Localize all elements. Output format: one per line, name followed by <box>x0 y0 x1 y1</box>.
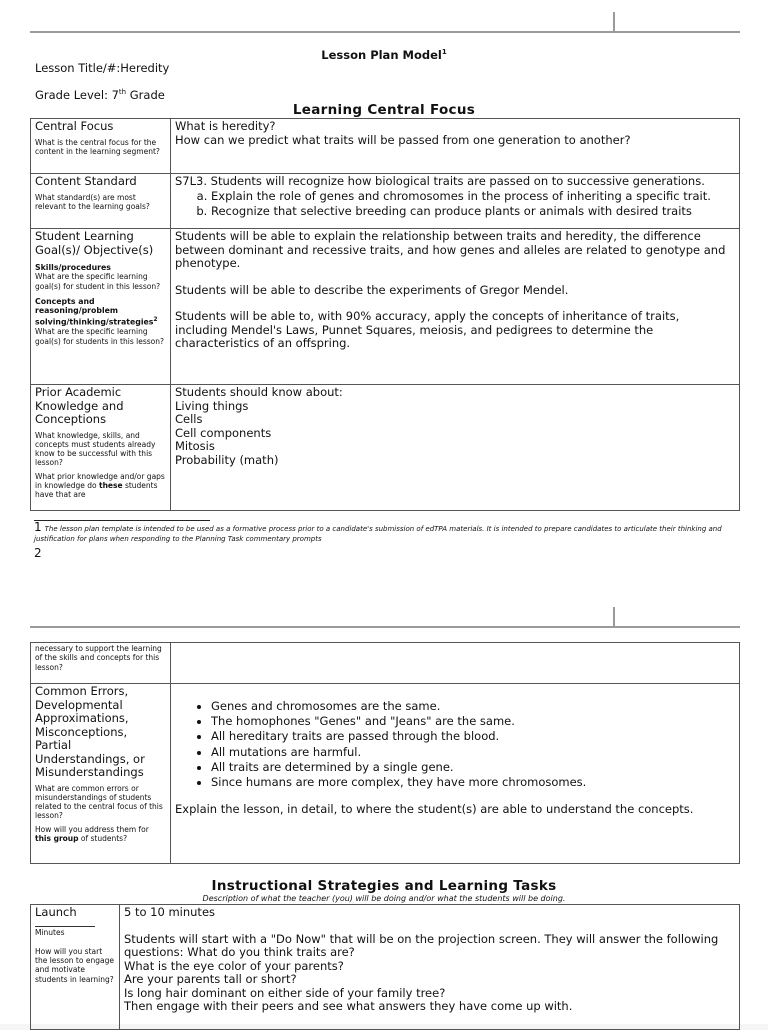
content-line: How can we predict what traits will be passed from one generation to another? <box>175 132 631 147</box>
row-prior-knowledge <box>31 385 740 511</box>
section-title-learning-central-focus: Learning Central Focus <box>292 102 476 118</box>
content-line: Students should know about: <box>175 385 343 399</box>
label-cell <box>31 174 171 229</box>
row-launch <box>31 905 740 1030</box>
row-label: Launch <box>35 905 77 919</box>
row-label: Content Standard <box>35 174 137 188</box>
content-line: What is heredity? <box>175 119 276 133</box>
label-cell <box>31 385 171 511</box>
goal-paragraph: Students will be able to, with 90% accuracy, apply the concepts of inheritance of traits, including Mendel's Laws, Punnet Squares, meiosis, and pedigrees to determine the characteristics of an offspring. <box>175 309 680 350</box>
row-sublabel: What are the specific learning goal(s) for students in this lesson? <box>35 327 164 346</box>
skills-heading: Skills/procedures <box>35 263 111 272</box>
list-item: Cell components <box>175 425 272 440</box>
content-cell <box>171 643 740 684</box>
content-cell <box>171 229 740 385</box>
content-cell <box>171 119 740 174</box>
row-content-standard <box>31 174 740 229</box>
footnote-1: 1 The lesson plan template is intended to be used as a formative process prior to a candidate's submission of edTPA materials. It is intended to prepare candidates to articulate their thinking and justification for plans when responding to the Planning Task commentary prompts <box>34 520 722 543</box>
label-cell <box>31 643 171 684</box>
row-sublabel: What knowledge, skills, and concepts must students already know to be successful with this lesson? <box>35 430 156 468</box>
content-line: Explain the lesson, in detail, to where the student(s) are able to understand the concepts. <box>175 802 694 817</box>
list-item: • All hereditary traits are passed through the blood. <box>211 729 735 744</box>
launch-time: 5 to 10 minutes <box>124 905 216 919</box>
header-tick <box>613 12 615 32</box>
learning-focus-table <box>30 118 740 511</box>
row-sublabel: What standard(s) are most relevant to the learning goals? <box>35 192 150 211</box>
label-cell <box>31 229 171 385</box>
lesson-title: Lesson Title/#:Heredity <box>35 61 170 75</box>
row-sublabel: What is the central focus for the content in the learning segment? <box>35 137 160 156</box>
row-label: Central Focus <box>35 119 114 133</box>
footnote-2: 2 <box>34 546 42 560</box>
list-item: • Since humans are more complex, they have more chromosomes. <box>211 775 735 790</box>
list-item: • All mutations are harmful. <box>211 745 735 760</box>
minutes-blank <box>35 926 95 927</box>
goal-paragraph: Students will be able to explain the relationship between traits and heredity, the difference between dominant and recessive traits, and how genes and alleles are related to genotype and phenotype. <box>175 229 726 270</box>
row-prior-knowledge-continued <box>31 643 740 684</box>
concepts-heading: Concepts and reasoning/problem solving/thinking/strategies$^2$ <box>35 296 158 328</box>
section-title-instructional-strategies: Instructional Strategies and Learning Tasks <box>211 878 557 894</box>
row-sublabel: What prior knowledge and/or gaps in knowledge do these students have that are <box>35 471 165 500</box>
content-cell <box>171 385 740 511</box>
label-cell <box>31 905 120 1030</box>
content-cell <box>171 174 740 229</box>
row-sublabel: What are common errors or misunderstandings of students related to the central focus of this lesson? <box>35 783 163 821</box>
content-line: Students will start with a "Do Now" that will be on the projection screen. They will answer the following questions: What do you think traits are? <box>124 931 719 959</box>
list-item: • The homophones "Genes" and "Jeans" are the same. <box>211 714 735 729</box>
header-tick <box>613 607 615 627</box>
list-item: • Genes and chromosomes are the same. <box>211 699 735 714</box>
document-page-2 <box>0 600 768 1024</box>
row-common-errors <box>31 684 740 864</box>
row-sublabel: necessary to support the learning of the skills and concepts for this lesson? <box>35 644 162 672</box>
header-rule <box>30 31 740 33</box>
standard-list <box>175 189 735 219</box>
header-rule <box>30 626 740 628</box>
content-line: Are your parents tall or short? <box>124 972 297 986</box>
grade-level: Grade Level: 7th Grade <box>35 88 165 102</box>
row-sublabel: How will you address them for this group of students? <box>35 824 149 843</box>
row-sublabel: How will you start the lesson to engage and motivate students in learning? <box>35 946 114 984</box>
list-item: • All traits are determined by a single gene. <box>211 760 735 775</box>
list-item: Cells <box>175 412 203 426</box>
row-label: Student Learning Goal(s)/ Objective(s) <box>35 229 154 257</box>
row-central-focus <box>31 119 740 174</box>
list-item: b. Recognize that selective breeding can produce plants or animals with desired traits <box>211 204 735 219</box>
goal-paragraph: Students will be able to describe the experiments of Gregor Mendel. <box>175 282 569 297</box>
instructional-table <box>30 904 740 1030</box>
misconceptions-table <box>30 642 740 864</box>
content-line: What is the eye color of your parents? <box>124 958 344 973</box>
content-cell <box>171 684 740 864</box>
misconception-list <box>175 699 735 790</box>
row-learning-goals <box>31 229 740 385</box>
list-item: Probability (math) <box>175 452 279 467</box>
label-cell <box>31 684 171 864</box>
list-item: a. Explain the role of genes and chromosomes in the process of inheriting a specific trait. <box>211 189 735 204</box>
page-title: Lesson Plan Model$^1$ <box>321 48 447 62</box>
row-sublabel: What are the specific learning goal(s) for student in this lesson? <box>35 272 161 291</box>
content-line: S7L3. Students will recognize how biological traits are passed on to successive generations. <box>175 174 705 188</box>
content-line: Is long hair dominant on either side of your family tree? <box>124 985 446 1000</box>
footnote-rule <box>34 520 210 521</box>
row-label: Prior Academic Knowledge and Conceptions <box>35 385 124 426</box>
content-cell <box>120 905 740 1030</box>
content-line: Then engage with their peers and see what answers they have come up with. <box>124 999 573 1013</box>
row-label: Common Errors, Developmental Approximations, Misconceptions, Partial Understandings, or Misunderstandings <box>35 684 145 779</box>
list-item: Mitosis <box>175 439 215 453</box>
label-cell <box>31 119 171 174</box>
section-description: Description of what the teacher (you) will be doing and/or what the students will be doing. <box>202 894 566 903</box>
list-item: Living things <box>175 398 249 413</box>
minutes-label: Minutes <box>35 927 65 937</box>
